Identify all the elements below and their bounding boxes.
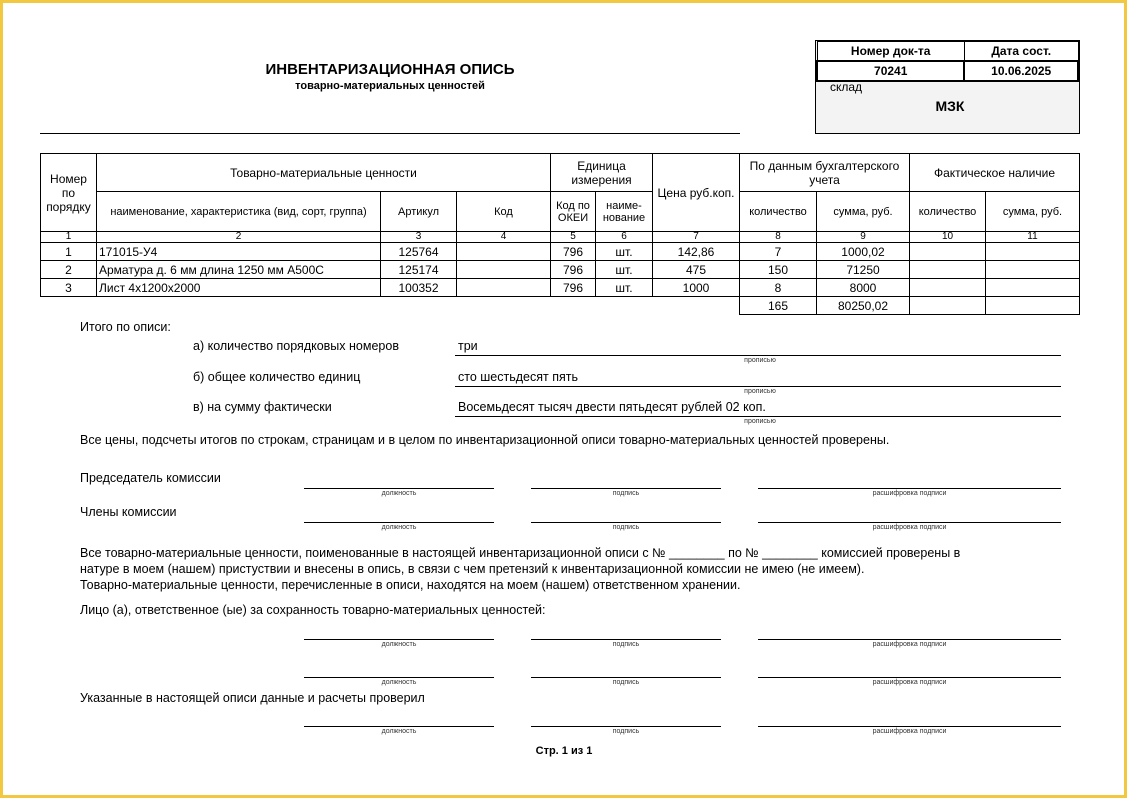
caption-decoding: расшифровка подписи [872, 524, 947, 531]
header-fact-sum: сумма, руб. [986, 192, 1080, 232]
verified-position-line [304, 726, 494, 727]
caption-signature: подпись [612, 679, 640, 686]
col-number: 9 [817, 232, 910, 243]
row-okei: 796 [551, 261, 596, 279]
row-code [457, 243, 551, 261]
row-number: 3 [41, 279, 97, 297]
header-unit: Единица измерения [551, 154, 653, 192]
row-fact-qty [910, 243, 986, 261]
chairman-position-line [304, 488, 494, 489]
row-unit: шт. [596, 261, 653, 279]
row-number: 1 [41, 243, 97, 261]
units-underline [455, 386, 1061, 387]
col-number: 8 [740, 232, 817, 243]
header-article: Артикул [381, 192, 457, 232]
total-qty: 165 [740, 297, 817, 315]
header-price: Цена руб.коп. [653, 154, 740, 232]
row-fact-qty [910, 279, 986, 297]
members-label: Члены комиссии [80, 505, 177, 519]
caption-signature: подпись [612, 728, 640, 735]
row-price: 475 [653, 261, 740, 279]
row-article: 125764 [381, 243, 457, 261]
chairman-decoding-line [758, 488, 1061, 489]
row-sum: 8000 [817, 279, 910, 297]
row-price: 142,86 [653, 243, 740, 261]
count-value: три [458, 339, 478, 353]
sum-caption: прописью [744, 418, 776, 425]
responsible2-position-line [304, 677, 494, 678]
row-qty: 150 [740, 261, 817, 279]
chairman-signature-line [531, 488, 721, 489]
members-decoding-line [758, 522, 1061, 523]
row-okei: 796 [551, 279, 596, 297]
responsible1-signature-line [531, 639, 721, 640]
table-row [41, 243, 1080, 261]
responsible2-decoding-line [758, 677, 1061, 678]
units-value: сто шестьдесят пять [458, 370, 578, 384]
document-info-table [816, 41, 1079, 82]
row-number: 2 [41, 261, 97, 279]
verified-label: Указанные в настоящей описи данные и расчеты проверил [80, 691, 425, 705]
responsibility-paragraph-line2: натуре в моем (нашем) пристуствии и внесены в опись, в связи с чем претензий к инвентаризационной комиссии не имею (не имеем). [80, 562, 865, 576]
total-sum: 80250,02 [817, 297, 910, 315]
inventory-table [40, 153, 1080, 315]
warehouse-label: склад [830, 80, 863, 94]
warehouse-value: МЗК [935, 98, 965, 114]
header-book: По данным бухгалтерского учета [740, 154, 910, 192]
document-subtitle: товарно-материальных ценностей [295, 80, 485, 92]
row-code [457, 261, 551, 279]
doc-number-label: Номер док-та [817, 42, 964, 62]
members-position-line [304, 522, 494, 523]
row-unit: шт. [596, 279, 653, 297]
col-number: 11 [986, 232, 1080, 243]
col-number: 6 [596, 232, 653, 243]
count-caption: прописью [744, 357, 776, 364]
row-unit: шт. [596, 243, 653, 261]
chairman-label: Председатель комиссии [80, 471, 221, 485]
total-fact-sum [986, 297, 1080, 315]
responsibility-paragraph-line1: Все товарно-материальные ценности, поименованные в настоящей инвентаризационной описи с № ________ по № ________ комиссией проверены в [80, 546, 961, 560]
caption-decoding: расшифровка подписи [872, 679, 947, 686]
totals-row [41, 297, 1080, 315]
header-fact-qty: количество [910, 192, 986, 232]
row-name: 171015-У4 [97, 243, 381, 261]
row-fact-sum [986, 279, 1080, 297]
totals-heading: Итого по описи: [80, 320, 171, 334]
col-number: 5 [551, 232, 596, 243]
col-number: 7 [653, 232, 740, 243]
row-fact-sum [986, 261, 1080, 279]
responsibility-paragraph-line3: Товарно-материальные ценности, перечисленные в описи, находятся на моем (нашем) ответственном хранении. [80, 578, 741, 592]
page-number: Стр. 1 из 1 [535, 745, 593, 757]
sum-underline [455, 416, 1061, 417]
doc-number: 70241 [817, 61, 964, 81]
col-number: 3 [381, 232, 457, 243]
responsible2-signature-line [531, 677, 721, 678]
header-name: наименование, характеристика (вид, сорт, группа) [97, 192, 381, 232]
row-fact-sum [986, 243, 1080, 261]
doc-date: 10.06.2025 [964, 61, 1078, 81]
caption-position: должность [381, 524, 417, 531]
caption-signature: подпись [612, 490, 640, 497]
header-okei: Код по ОКЕИ [551, 192, 596, 232]
doc-date-label: Дата сост. [964, 42, 1078, 62]
col-number: 4 [457, 232, 551, 243]
row-name: Лист 4х1200х2000 [97, 279, 381, 297]
units-caption: прописью [744, 388, 776, 395]
row-article: 125174 [381, 261, 457, 279]
caption-signature: подпись [612, 641, 640, 648]
document-title: ИНВЕНТАРИЗАЦИОННАЯ ОПИСЬ [265, 61, 515, 78]
header-goods: Товарно-материальные ценности [97, 154, 551, 192]
caption-position: должность [381, 641, 417, 648]
row-okei: 796 [551, 243, 596, 261]
caption-position: должность [381, 679, 417, 686]
row-sum: 1000,02 [817, 243, 910, 261]
header-fact: Фактическое наличие [910, 154, 1080, 192]
row-code [457, 279, 551, 297]
caption-decoding: расшифровка подписи [872, 490, 947, 497]
row-article: 100352 [381, 279, 457, 297]
row-sum: 71250 [817, 261, 910, 279]
header-number: Номер по порядку [41, 154, 97, 232]
sum-label: в) на сумму фактически [193, 400, 332, 414]
verified-decoding-line [758, 726, 1061, 727]
header-sum: сумма, руб. [817, 192, 910, 232]
caption-position: должность [381, 490, 417, 497]
row-fact-qty [910, 261, 986, 279]
responsible-label: Лицо (а), ответственное (ые) за сохранность товарно-материальных ценностей: [80, 603, 546, 617]
col-number: 1 [41, 232, 97, 243]
col-number: 2 [97, 232, 381, 243]
col-number: 10 [910, 232, 986, 243]
title-underline [40, 133, 740, 134]
checked-statement: Все цены, подсчеты итогов по строкам, страницам и в целом по инвентаризационной описи товарно-материальных ценностей проверены. [80, 433, 890, 447]
header-qty: количество [740, 192, 817, 232]
count-underline [455, 355, 1061, 356]
sum-value: Восемьдесят тысяч двести пятьдесят рублей 02 коп. [458, 400, 766, 414]
table-row [41, 261, 1080, 279]
caption-signature: подпись [612, 524, 640, 531]
caption-decoding: расшифровка подписи [872, 641, 947, 648]
verified-signature-line [531, 726, 721, 727]
caption-decoding: расшифровка подписи [872, 728, 947, 735]
header-code: Код [457, 192, 551, 232]
caption-position: должность [381, 728, 417, 735]
responsible1-position-line [304, 639, 494, 640]
units-label: б) общее количество единиц [193, 370, 361, 384]
row-qty: 7 [740, 243, 817, 261]
table-row [41, 279, 1080, 297]
responsible1-decoding-line [758, 639, 1061, 640]
count-label: а) количество порядковых номеров [193, 339, 399, 353]
row-qty: 8 [740, 279, 817, 297]
row-price: 1000 [653, 279, 740, 297]
header-unit-name: наиме-нование [596, 192, 653, 232]
total-fact-qty [910, 297, 986, 315]
row-name: Арматура д. 6 мм длина 1250 мм А500С [97, 261, 381, 279]
members-signature-line [531, 522, 721, 523]
